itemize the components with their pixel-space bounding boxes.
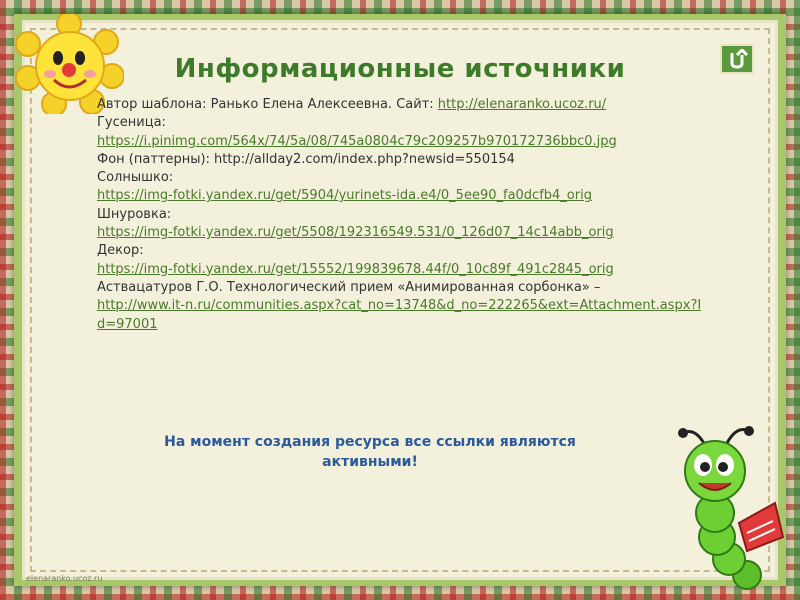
back-button[interactable] [720, 44, 754, 74]
links-active-note: На момент создания ресурса все ссылки являются активными! [164, 434, 576, 470]
background-source: Фон (паттерны): http://allday2.com/index.php?newsid=550154 [97, 151, 515, 167]
sun-label: Солнышко: [97, 170, 174, 186]
back-arrow-icon [726, 49, 748, 69]
astv-link[interactable]: http://www.it-n.ru/communities.aspx?cat_no=13748&d_no=222265&ext=Attachment.aspx?Id=97001 [97, 298, 702, 332]
author-label: Автор шаблона: Ранько Елена Алексеевна. Сайт: [97, 97, 438, 112]
author-line [97, 96, 707, 114]
caterpillar-icon [665, 425, 790, 590]
page-title: Информационные источники [174, 54, 626, 84]
caterpillar-link[interactable]: https://i.pinimg.com/564x/74/5a/08/745a0804c79c209257b970172736bbc0.jpg [97, 133, 617, 149]
sources-list [97, 96, 707, 334]
astv-label: Аствацатуров Г.О. Технологический прием «Анимированная сорбонка» – [97, 279, 601, 295]
sun-link[interactable]: https://img-fotki.yandex.ru/get/5904/yurinets-ida.e4/0_5ee90_fa0dcfb4_orig [97, 188, 592, 204]
decor-link[interactable]: https://img-fotki.yandex.ru/get/15552/199839678.44f/0_10c89f_491c2845_orig [97, 261, 614, 277]
lacing-link[interactable]: https://img-fotki.yandex.ru/get/5508/192316549.531/0_126d07_14c14abb_orig [97, 225, 614, 241]
lacing-label: Шнуровка: [97, 206, 172, 222]
author-link[interactable]: http://elenaranko.ucoz.ru/ [437, 97, 607, 112]
decor-label: Декор: [97, 243, 144, 259]
caterpillar-label: Гусеница: [97, 115, 166, 131]
watermark: elenaranko.ucoz.ru [26, 574, 103, 583]
